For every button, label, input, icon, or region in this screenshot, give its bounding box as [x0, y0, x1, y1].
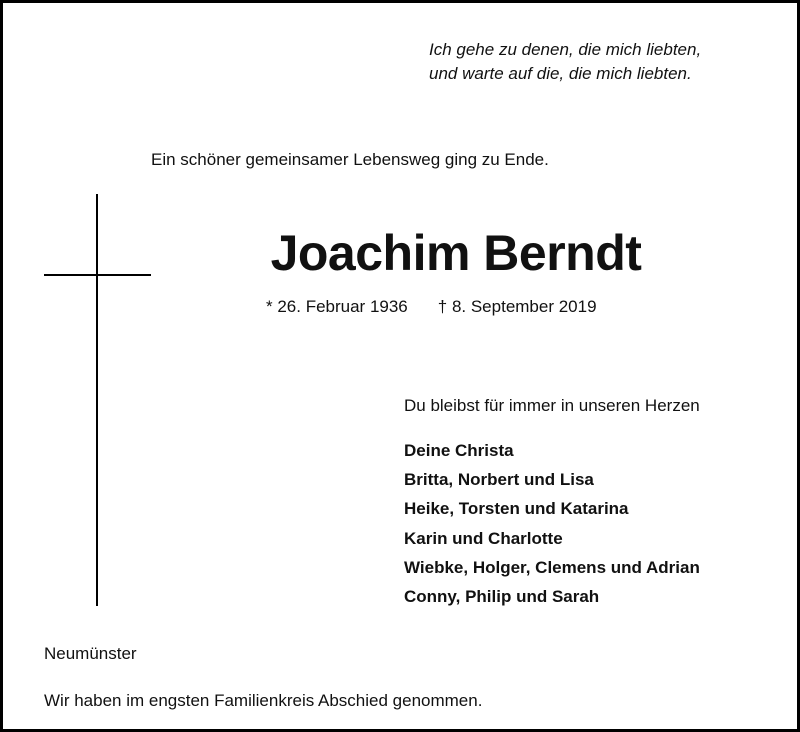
list-item: Deine Christa: [404, 441, 514, 460]
closing-text: Wir haben im engsten Familienkreis Abschied genommen.: [44, 691, 483, 710]
birth-date: * 26. Februar 1936: [266, 297, 408, 316]
intro-text: Ein schöner gemeinsamer Lebensweg ging zu Ende.: [151, 150, 549, 169]
poem-line: und warte auf die, die mich liebten.: [429, 64, 692, 83]
death-date: † 8. September 2019: [437, 297, 597, 316]
list-item: Britta, Norbert und Lisa: [404, 470, 594, 490]
life-dates: [266, 297, 597, 317]
place-name: Neumünster: [44, 644, 137, 663]
list-item: Heike, Torsten und Katarina: [404, 499, 629, 519]
list-item: Conny, Philip und Sarah: [404, 587, 600, 607]
deceased-name: Joachim Berndt: [270, 225, 642, 281]
list-item: Karin und Charlotte: [404, 528, 563, 548]
poem-line: Ich gehe zu denen, die mich liebten,: [429, 40, 702, 59]
list-item: Wiebke, Holger, Clemens und Adrian: [404, 557, 700, 577]
family-list: [404, 436, 700, 611]
remember-line: Du bleibst für immer in unseren Herzen: [404, 396, 700, 415]
poem-quote: [429, 38, 759, 86]
